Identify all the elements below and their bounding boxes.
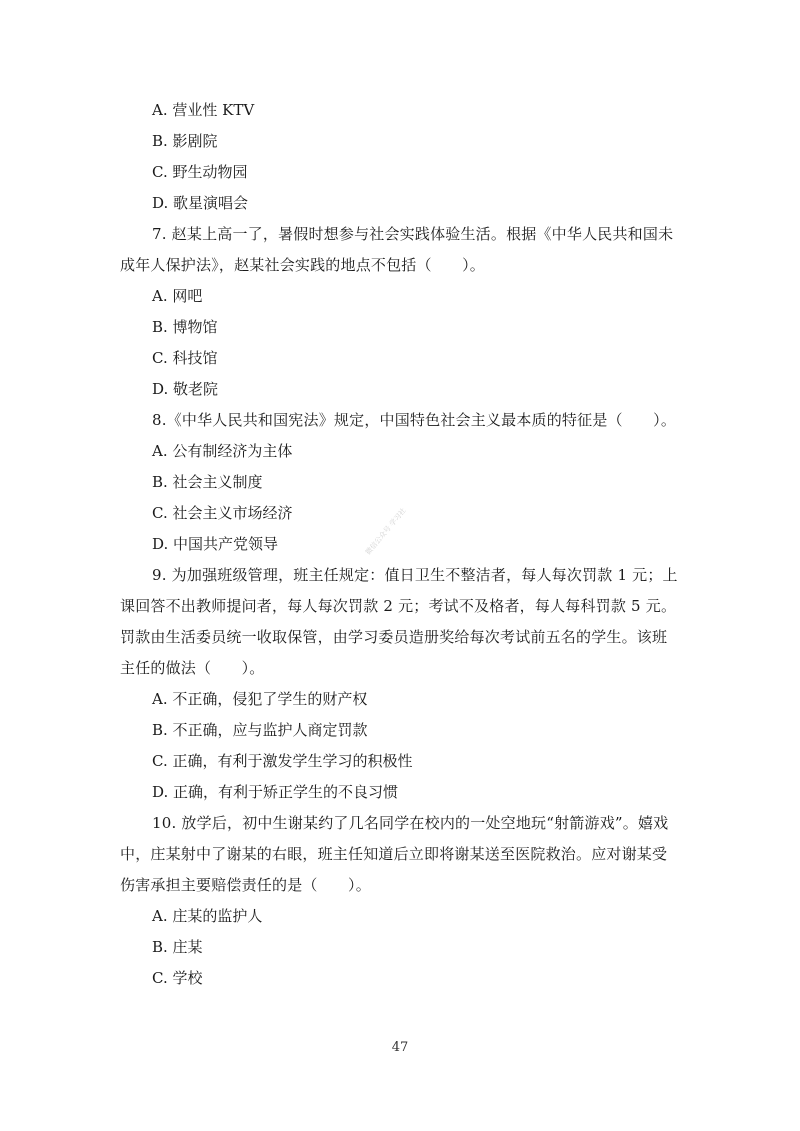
question-stem: 8.《中华人民共和国宪法》规定，中国特色社会主义最本质的特征是（ ）。: [152, 411, 677, 429]
answer-option: C. 科技馆: [152, 349, 218, 367]
watermark: 微信公众号 学习社: [364, 506, 408, 557]
answer-option: B. 博物馆: [152, 318, 218, 336]
question-stem: 7. 赵某上高一了，暑假时想参与社会实践体验生活。根据《中华人民共和国未成年人保护法》，赵某社会实践的地点不包括（ ）。: [120, 225, 674, 274]
answer-option: B. 庄某: [152, 938, 203, 956]
answer-option: C. 社会主义市场经济: [152, 504, 293, 522]
question-stem: 10. 放学后，初中生谢某约了几名同学在校内的一处空地玩“射箭游戏”。嬉戏中，庄某射中了谢某的右眼，班主任知道后立即将谢某送至医院救治。应对谢某受伤害承担主要赔偿责任的是（ ）。: [120, 814, 669, 894]
answer-option: D. 歌星演唱会: [152, 194, 249, 212]
answer-option: A. 公有制经济为主体: [152, 442, 293, 460]
answer-option: A. 营业性 KTV: [152, 101, 255, 119]
answer-option: C. 学校: [152, 969, 203, 987]
answer-option: B. 影剧院: [152, 132, 218, 150]
answer-option: C. 野生动物园: [152, 163, 248, 181]
question-stem: 9. 为加强班级管理，班主任规定：值日卫生不整洁者，每人每次罚款 1 元；上课回答不出教师提问者，每人每次罚款 2 元；考试不及格者，每人每科罚款 5 元。罚款由生活委员统一收取保管，由学习委员造册奖给每次考试前五名的学生。该班主任的做法（ ）。: [120, 566, 678, 677]
answer-option: B. 社会主义制度: [152, 473, 263, 491]
answer-option: D. 正确，有利于矫正学生的不良习惯: [152, 783, 399, 801]
answer-option: A. 网吧: [152, 287, 203, 305]
answer-option: B. 不正确，应与监护人商定罚款: [152, 721, 368, 739]
answer-option: A. 庄某的监护人: [152, 907, 263, 925]
answer-option: C. 正确，有利于激发学生学习的积极性: [152, 752, 413, 770]
answer-option: D. 中国共产党领导: [152, 535, 279, 553]
answer-option: D. 敬老院: [152, 380, 219, 398]
answer-option: A. 不正确，侵犯了学生的财产权: [152, 690, 368, 708]
page-number: 47: [391, 1040, 409, 1055]
